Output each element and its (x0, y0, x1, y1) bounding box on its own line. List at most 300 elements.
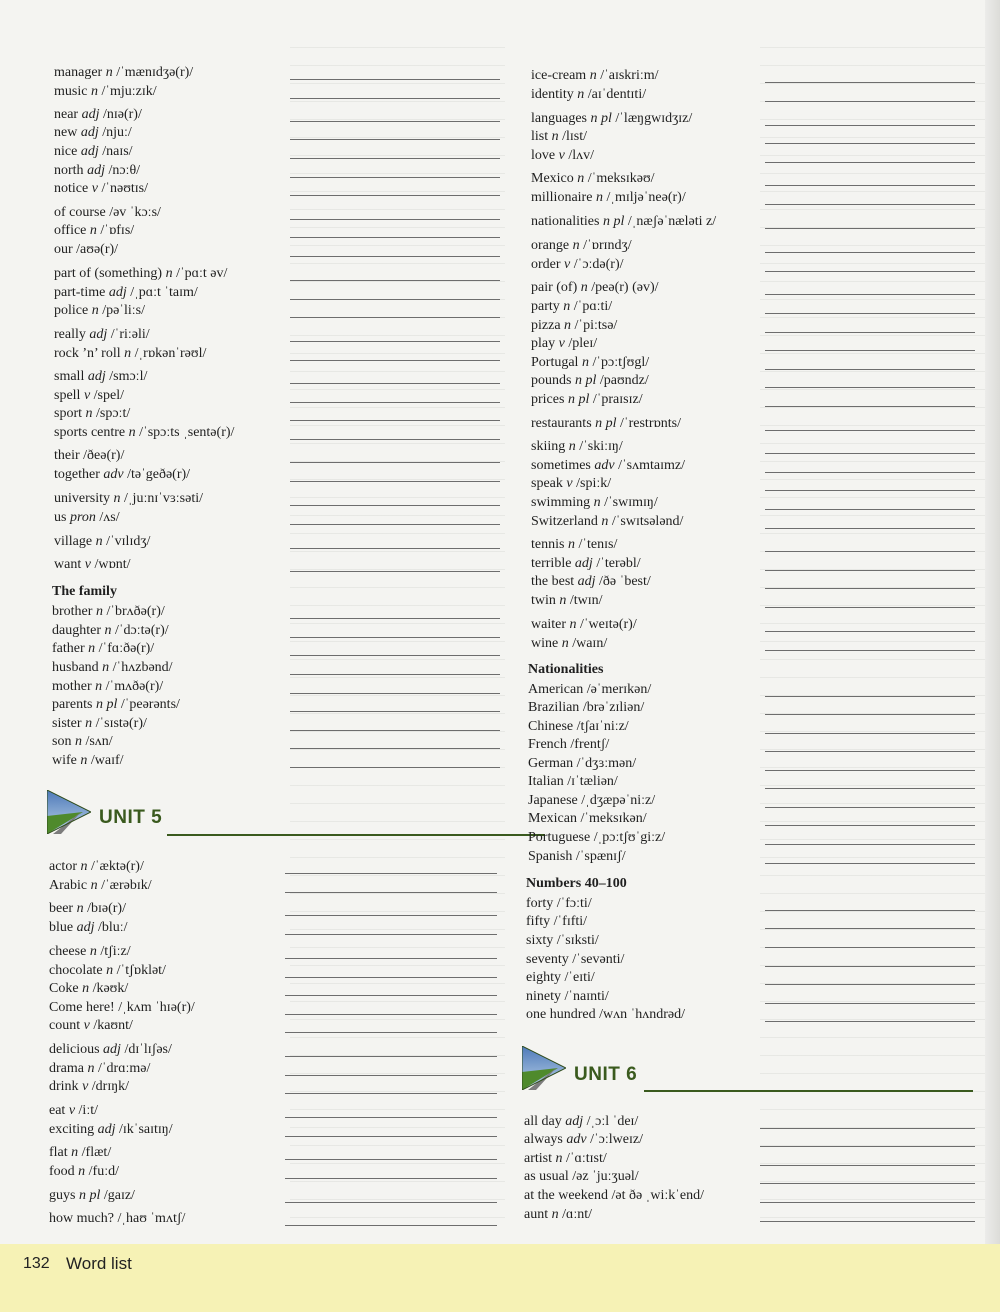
writing-line (285, 1159, 497, 1160)
unit-6-title: UNIT 6 (574, 1064, 638, 1085)
part-of-speech: n (76, 901, 84, 916)
word-entry (531, 317, 617, 334)
part-of-speech: n (563, 299, 571, 314)
pronunciation: /fuːd/ (88, 1164, 120, 1179)
word: Switzerland (531, 514, 598, 529)
writing-line (760, 1221, 975, 1222)
writing-line (290, 420, 500, 421)
part-of-speech: v (84, 557, 91, 572)
pronunciation: /ˈmʌðə(r)/ (105, 679, 164, 694)
word: speak (531, 476, 563, 491)
pronunciation: /waɪn/ (572, 636, 608, 651)
word: Chinese (528, 719, 574, 734)
word-entry (531, 457, 685, 474)
word: Spanish (528, 849, 573, 864)
part-of-speech: v (564, 257, 571, 272)
pronunciation: /ˈpiːtsə/ (574, 318, 618, 333)
pronunciation: /naɪs/ (102, 144, 133, 159)
pronunciation: /ˈnəʊtɪs/ (101, 181, 149, 196)
word: cheese (49, 944, 87, 959)
word-entry (54, 241, 118, 258)
word: one hundred (526, 1007, 596, 1022)
pronunciation: /gaɪz/ (103, 1188, 135, 1203)
word-entry (528, 755, 636, 772)
word: order (531, 257, 561, 272)
pronunciation: /ˈbrʌðə(r)/ (106, 604, 165, 619)
word-entry (49, 1017, 133, 1034)
writing-line (765, 696, 975, 697)
pronunciation: /ˈnaɪnti/ (564, 989, 609, 1004)
word-entry (531, 635, 607, 652)
word-entry (531, 147, 594, 164)
word: police (54, 303, 89, 318)
writing-line (765, 82, 975, 83)
writing-line (765, 228, 975, 229)
word: delicious (49, 1042, 100, 1057)
part-of-speech: n (577, 171, 585, 186)
word-entry (54, 447, 124, 464)
pronunciation: /əv ˈkɔːs/ (109, 205, 161, 220)
part-of-speech: n (572, 238, 580, 253)
word: together (54, 467, 100, 482)
part-of-speech: n (87, 1061, 95, 1076)
part-of-speech: n (89, 223, 97, 238)
pronunciation: /ðeə(r)/ (83, 448, 125, 463)
part-of-speech: n (71, 1145, 79, 1160)
word-entry (531, 391, 643, 408)
part-of-speech: n (95, 534, 103, 549)
part-of-speech: n (567, 537, 575, 552)
page-edge (985, 0, 1000, 1312)
writing-line (290, 299, 500, 300)
part-of-speech: n (102, 660, 110, 675)
word: really (54, 327, 86, 342)
word: near (54, 107, 79, 122)
word: their (54, 448, 80, 463)
pronunciation: /ˌkʌm ˈhɪə(r)/ (118, 1000, 195, 1015)
pronunciation: /ɪˈtæliən/ (567, 774, 618, 789)
writing-line (765, 490, 975, 491)
part-of-speech: n (80, 753, 88, 768)
part-of-speech: n (104, 623, 112, 638)
part-of-speech: n (106, 963, 114, 978)
word-entry (54, 265, 227, 282)
word-entry (54, 405, 130, 422)
part-of-speech: adj (81, 107, 100, 122)
word-entry (524, 1187, 704, 1204)
word: Portuguese (528, 830, 591, 845)
pronunciation: /twɪn/ (569, 593, 603, 608)
unit-6-rule (644, 1090, 973, 1092)
word: wife (52, 753, 77, 768)
pronunciation: /ˌhaʊ ˈmʌtʃ/ (117, 1211, 186, 1226)
word-entry (54, 326, 150, 343)
part-of-speech: pron (69, 510, 96, 525)
word-entry (531, 513, 683, 530)
part-of-speech: n (90, 84, 98, 99)
pronunciation: /ˈfɑːðə(r)/ (98, 641, 155, 656)
part-of-speech: adj (76, 920, 95, 935)
part-of-speech: n (551, 1207, 559, 1222)
footer-title: Word list (66, 1254, 132, 1273)
writing-line (290, 360, 500, 361)
writing-line (290, 524, 500, 525)
word-entry (54, 490, 203, 507)
word-entry (528, 848, 626, 865)
word: restaurants (531, 416, 592, 431)
word: part of (something) (54, 266, 163, 281)
section-heading-nationalities: Nationalities (528, 662, 604, 677)
writing-line (290, 655, 500, 656)
word-entry (54, 106, 142, 123)
word-entry (54, 556, 131, 573)
pronunciation: /iːt/ (78, 1103, 98, 1118)
pronunciation: /sʌn/ (85, 734, 113, 749)
pronunciation: /ˈærəbɪk/ (101, 878, 152, 893)
word-entry (49, 919, 128, 936)
writing-line (765, 588, 975, 589)
word-entry (54, 284, 198, 301)
writing-line (765, 807, 975, 808)
word-entry (531, 67, 659, 84)
word: manager (54, 65, 103, 80)
writing-line (760, 1165, 975, 1166)
word: skiing (531, 439, 566, 454)
pronunciation: /ət ðə ˌwiːkˈend/ (611, 1188, 704, 1203)
word: food (49, 1164, 75, 1179)
word: pair (of) (531, 280, 578, 295)
writing-line (285, 1093, 497, 1094)
word: university (54, 491, 110, 506)
page-footer (0, 1244, 1000, 1312)
part-of-speech: n (569, 617, 577, 632)
word: wine (531, 636, 559, 651)
word-entry (54, 466, 190, 483)
writing-line (765, 143, 975, 144)
word-entry (528, 718, 629, 735)
pronunciation: /wɒnt/ (94, 557, 131, 572)
writing-line (765, 984, 975, 985)
writing-line (285, 1075, 497, 1076)
word: north (54, 163, 84, 178)
writing-line (765, 406, 975, 407)
pronunciation: /ˈtʃɒklət/ (116, 963, 166, 978)
writing-line (765, 313, 975, 314)
writing-line (765, 966, 975, 967)
writing-line (290, 139, 500, 140)
writing-line (765, 825, 975, 826)
writing-line (765, 570, 975, 571)
word: sports centre (54, 425, 126, 440)
part-of-speech: n (95, 679, 103, 694)
writing-line (765, 472, 975, 473)
word-entry (528, 810, 647, 827)
word-entry (526, 988, 609, 1005)
word-entry (524, 1206, 592, 1223)
part-of-speech: n (85, 406, 93, 421)
writing-line (765, 928, 975, 929)
word: languages (531, 111, 587, 126)
pronunciation: /lɪst/ (562, 129, 588, 144)
word-entry (54, 162, 140, 179)
word-entry (531, 592, 603, 609)
part-of-speech: n (595, 190, 603, 205)
pronunciation: /nɪə(r)/ (102, 107, 142, 122)
part-of-speech: v (558, 336, 565, 351)
pronunciation: /wʌn ˈhʌndrəd/ (599, 1007, 686, 1022)
writing-line (765, 1003, 975, 1004)
word: pizza (531, 318, 561, 333)
word-entry (52, 733, 113, 750)
word: music (54, 84, 88, 99)
writing-line (765, 387, 975, 388)
word-entry (531, 335, 597, 352)
word: French (528, 737, 567, 752)
word: seventy (526, 952, 569, 967)
word-entry (526, 895, 592, 912)
writing-line (285, 1014, 497, 1015)
pronunciation: /ˈhʌzbənd/ (112, 660, 173, 675)
part-of-speech: adj (577, 574, 596, 589)
word: identity (531, 87, 574, 102)
pronunciation: /pleɪ/ (568, 336, 598, 351)
word-entry (54, 180, 148, 197)
pronunciation: /təˈgeðə(r)/ (127, 467, 191, 482)
word-entry (531, 110, 692, 127)
part-of-speech: n (82, 981, 90, 996)
writing-line (760, 1146, 975, 1147)
word-entry (524, 1113, 638, 1130)
word-entry (49, 999, 195, 1016)
part-of-speech: adv (594, 458, 615, 473)
writing-line (760, 1202, 975, 1203)
part-of-speech: v (82, 1079, 89, 1094)
part-of-speech: n (559, 593, 567, 608)
word: twin (531, 593, 556, 608)
writing-line (285, 1136, 497, 1137)
part-of-speech: adv (566, 1132, 587, 1147)
writing-line (765, 1021, 975, 1022)
pronunciation: /ˈpɔːtʃʊgl/ (592, 355, 650, 370)
word: mother (52, 679, 92, 694)
word-entry (52, 659, 173, 676)
writing-line (765, 910, 975, 911)
word-entry (526, 913, 587, 930)
writing-line (765, 607, 975, 608)
writing-line (765, 185, 975, 186)
word: how much? (49, 1211, 114, 1226)
writing-line (290, 748, 500, 749)
pronunciation: /ˈmeksɪkən/ (580, 811, 647, 826)
word: all day (524, 1114, 562, 1129)
word: love (531, 148, 556, 163)
word-entry (531, 573, 651, 590)
writing-line (285, 873, 497, 874)
word-entry (49, 1210, 185, 1227)
writing-line (765, 528, 975, 529)
pronunciation: /ˈdɔːtə(r)/ (114, 623, 169, 638)
pronunciation: /ˈeɪti/ (564, 970, 595, 985)
pronunciation: /bɪə(r)/ (87, 901, 126, 916)
part-of-speech: n pl (602, 214, 625, 229)
word-entry (54, 387, 124, 404)
writing-line (290, 177, 500, 178)
word-entry (54, 302, 145, 319)
pronunciation: /ˈskiːɪŋ/ (579, 439, 623, 454)
word: part-time (54, 285, 106, 300)
word: flat (49, 1145, 68, 1160)
word: chocolate (49, 963, 103, 978)
pronunciation: /drɪŋk/ (91, 1079, 130, 1094)
part-of-speech: n (89, 944, 97, 959)
pronunciation: /ˈfɪfti/ (553, 914, 588, 929)
part-of-speech: adj (108, 285, 127, 300)
writing-line (290, 618, 500, 619)
word-entry (54, 509, 120, 526)
part-of-speech: n (580, 280, 588, 295)
pronunciation: /ɪkˈsaɪtɪŋ/ (119, 1122, 173, 1137)
word-entry (524, 1131, 643, 1148)
part-of-speech: v (558, 148, 565, 163)
writing-line (290, 383, 500, 384)
pronunciation: /ˌmɪljəˈneə(r)/ (606, 190, 686, 205)
pronunciation: /frentʃ/ (570, 737, 610, 752)
writing-line (285, 1202, 497, 1203)
word: Coke (49, 981, 79, 996)
word: parents (52, 697, 93, 712)
pronunciation: /pəˈliːs/ (102, 303, 145, 318)
pronunciation: /nɔːθ/ (108, 163, 141, 178)
writing-line (290, 256, 500, 257)
word: our (54, 242, 73, 257)
part-of-speech: n (561, 636, 569, 651)
part-of-speech: n (551, 129, 559, 144)
part-of-speech: n pl (595, 416, 617, 431)
writing-line (285, 995, 497, 996)
writing-line (765, 788, 975, 789)
word-entry (49, 1041, 172, 1058)
writing-line (765, 714, 975, 715)
word: small (54, 369, 85, 384)
pronunciation: /ʌs/ (99, 510, 120, 525)
writing-line (290, 219, 500, 220)
word: sixty (526, 933, 554, 948)
word: sometimes (531, 458, 591, 473)
word-entry (52, 603, 165, 620)
word: guys (49, 1188, 76, 1203)
writing-line (290, 637, 500, 638)
word-entry (531, 536, 617, 553)
word: drink (49, 1079, 79, 1094)
pronunciation: /ˈmjuːzɪk/ (101, 84, 157, 99)
word: actor (49, 859, 77, 874)
word: at the weekend (524, 1188, 608, 1203)
pronunciation: /aʊə(r)/ (76, 242, 119, 257)
pronunciation: /ˈdʒɜːmən/ (576, 756, 637, 771)
pronunciation: /ˈdrɑːmə/ (97, 1061, 151, 1076)
pronunciation: /ˈɔːlweɪz/ (590, 1132, 643, 1147)
part-of-speech: n pl (590, 111, 612, 126)
word: count (49, 1018, 81, 1033)
part-of-speech: n pl (78, 1188, 101, 1203)
word-entry (49, 1121, 173, 1138)
pronunciation: /ˈspɔːts ˌsentə(r)/ (139, 425, 235, 440)
word: list (531, 129, 549, 144)
pronunciation: /ˈfɔːti/ (556, 896, 592, 911)
part-of-speech: n (113, 491, 121, 506)
word-entry (49, 858, 144, 875)
pronunciation: /ˈpeərənts/ (120, 697, 180, 712)
word-entry (52, 622, 169, 639)
part-of-speech: v (83, 1018, 90, 1033)
word-entry (54, 124, 132, 141)
word: orange (531, 238, 570, 253)
pronunciation: /ˈæktə(r)/ (90, 859, 144, 874)
show-through-background-right (760, 30, 985, 1230)
word: village (54, 534, 93, 549)
word: Mexico (531, 171, 574, 186)
writing-line (765, 551, 975, 552)
part-of-speech: adj (87, 369, 106, 384)
word: waiter (531, 617, 566, 632)
word: rock ’n’ roll (54, 346, 121, 361)
writing-line (285, 915, 497, 916)
word-entry (49, 1102, 98, 1119)
word: spell (54, 388, 81, 403)
unit-road-icon (522, 1046, 566, 1090)
part-of-speech: adv (103, 467, 124, 482)
writing-line (285, 958, 497, 959)
pronunciation: /ðə ˈbest/ (599, 574, 651, 589)
part-of-speech: n (91, 303, 99, 318)
word: beer (49, 901, 74, 916)
word-entry (528, 736, 609, 753)
pronunciation: /flæt/ (81, 1145, 112, 1160)
pronunciation: /ˌnæʃəˈnæləti z/ (627, 214, 717, 229)
pronunciation: /spɔːt/ (96, 406, 131, 421)
word: want (54, 557, 82, 572)
word: drama (49, 1061, 84, 1076)
part-of-speech: n pl (95, 697, 118, 712)
writing-line (290, 462, 500, 463)
pronunciation: /lʌv/ (568, 148, 594, 163)
pronunciation: /ˈpɑːt əv/ (176, 266, 228, 281)
word: forty (526, 896, 554, 911)
pronunciation: /ˈpraɪsɪz/ (592, 392, 643, 407)
word-entry (531, 237, 632, 254)
word-entry (531, 86, 646, 103)
word-entry (531, 415, 681, 432)
writing-line (290, 280, 500, 281)
pronunciation: /əz ˈjuːʒuəl/ (572, 1169, 639, 1184)
part-of-speech: adj (80, 144, 99, 159)
pronunciation: /ˈmeksɪkəʊ/ (587, 171, 655, 186)
pronunciation: /dɪˈlɪʃəs/ (124, 1042, 172, 1057)
word: the best (531, 574, 575, 589)
pronunciation: /ˌpɔːtʃʊˈgiːz/ (593, 830, 666, 845)
word-entry (528, 681, 651, 698)
word-entry (528, 699, 644, 716)
word: terrible (531, 556, 572, 571)
word: Japanese (528, 793, 578, 808)
writing-line (290, 730, 500, 731)
pronunciation: /ˈsɪstə(r)/ (95, 716, 147, 731)
part-of-speech: n pl (567, 392, 590, 407)
word: brother (52, 604, 93, 619)
part-of-speech: adj (87, 163, 105, 178)
part-of-speech: n (593, 495, 601, 510)
word-entry (531, 438, 623, 455)
